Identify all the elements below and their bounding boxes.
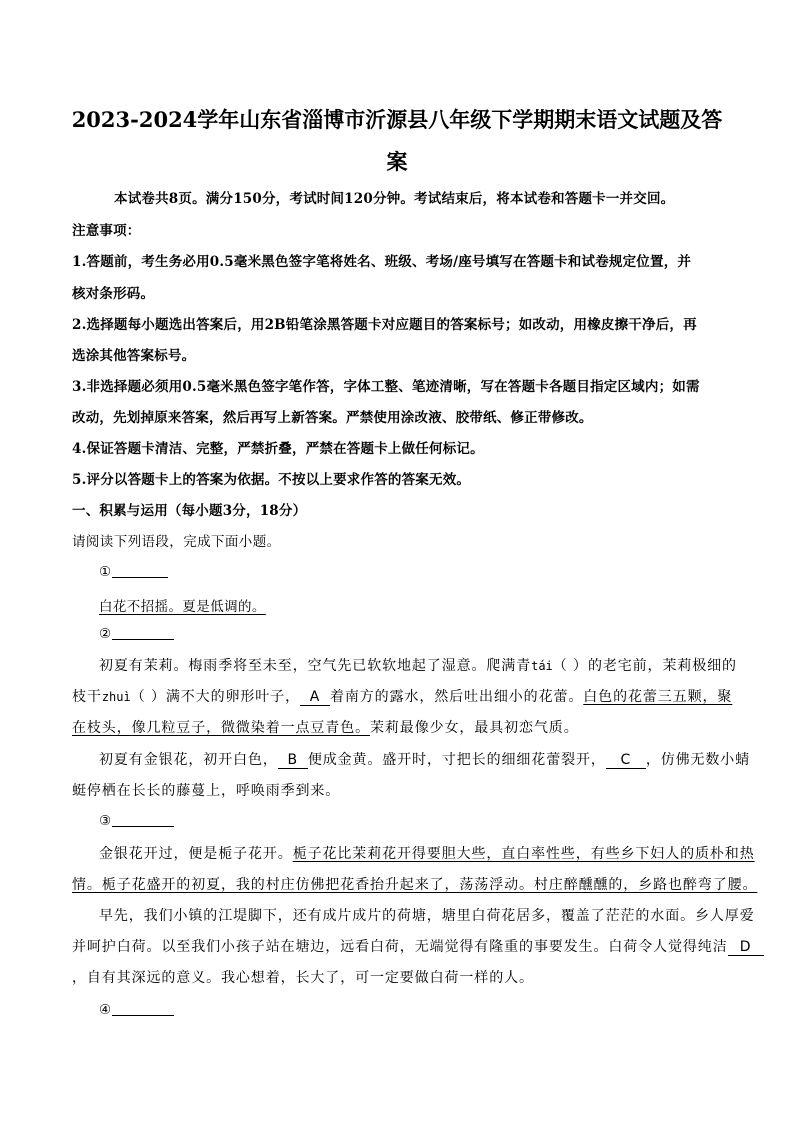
- exam-intro: 本试卷共8页。满分150分，考试时间120分钟。考试结束后，将本试卷和答题卡一并交回。: [114, 191, 675, 207]
- text: 枝干: [72, 689, 102, 705]
- section-heading: 一、积累与运用（每小题3分，18分）: [72, 503, 307, 519]
- paragraph-4-line-2: [72, 936, 764, 956]
- notice-item-3: 3.非选择题必须用0.5毫米黑色签字笔作答，字体工整、笔迹清晰，写在答题卡各题目指定区域内；如需: [72, 379, 700, 395]
- marker-1: ①: [99, 564, 112, 580]
- notice-item-2: 2.选择题每小题选出答案后，用2B铅笔涂黑答题卡对应题目的答案标号；如改动，用橡皮擦干净后，再: [72, 317, 697, 333]
- text: 便成金黄。盛开时，寸把长的细细花蕾裂开，: [307, 752, 606, 768]
- text: ，仿佛无数小蜻: [645, 752, 751, 768]
- marker-2: ②: [99, 626, 112, 642]
- text: 并呵护白荷。以至我们小孩子站在塘边，远看白荷，无端觉得有隆重的事要发生。白荷令人觉得纯洁: [72, 939, 728, 955]
- text: （ ）的老宅前，茉莉极细的: [552, 658, 737, 674]
- paragraph-2-line-2: 蜓停栖在长长的藤蔓上，呼唤雨季到来。: [72, 783, 341, 799]
- sentence-1: 白花不招摇。夏是低调的。: [99, 599, 266, 615]
- text: 茉莉最像少女，最具初恋气质。: [370, 720, 579, 736]
- page-title-continued: 案: [386, 149, 408, 174]
- answer-line-2: [112, 625, 174, 640]
- underlined-text: 栀子花比茉莉花开得要胆大些，直白率性些，有些乡下妇人的质朴和热: [292, 846, 755, 862]
- paragraph-3-line-1: [99, 843, 755, 863]
- notice-item-1: 1.答题前，考生务必用0.5毫米黑色签字笔将姓名、班级、考场/座号填写在答题卡和试卷规定位置，并: [72, 254, 692, 270]
- page-title: 2023-2024学年山东省淄博市沂源县八年级下学期期末语文试题及答: [71, 107, 723, 132]
- notice-heading: 注意事项：: [72, 223, 141, 239]
- underlined-text: 在枝头，像几粒豆子，微微染着一点豆青色。: [72, 720, 370, 736]
- text: 着南方的露水，然后吐出细小的花蕾。: [329, 689, 584, 705]
- pinyin-zhui: zhuì: [101, 690, 131, 704]
- marker-3: ③: [99, 813, 112, 829]
- underlined-text: 白色的花蕾三五颗，聚: [583, 689, 733, 705]
- heading-blank-1: [99, 563, 168, 580]
- marker-4: ④: [99, 1002, 112, 1018]
- heading-blank-2: [99, 625, 174, 642]
- paragraph-4-line-3: ，自有其深远的意义。我心想着，长大了，可一定要做白荷一样的人。: [72, 970, 534, 986]
- heading-blank-4: [99, 1001, 174, 1018]
- answer-line-3: [112, 812, 174, 827]
- notice-item-2-cont: 选涂其他答案标号。: [72, 348, 196, 364]
- paragraph-1-line-3: [72, 717, 579, 737]
- paragraph-3-line-2: 情。栀子花盛开的初夏，我的村庄仿佛把花香抬升起来了，荡荡浮动。村庄醉醺醺的，乡路也醉弯了腰。: [72, 877, 758, 893]
- text: 初夏有茉莉。梅雨季将至未至，空气先已软软地起了湿意。爬满青: [99, 658, 532, 674]
- blank-a: A: [300, 689, 330, 706]
- text: 初夏有金银花，初开白色，: [99, 752, 278, 768]
- text: （ ）满不大的卵形叶子，: [130, 689, 300, 705]
- heading-blank-3: [99, 812, 174, 829]
- paragraph-1-line-1: [99, 655, 737, 675]
- answer-line-1: [112, 563, 168, 578]
- pinyin-tai: tái: [531, 659, 553, 673]
- answer-line-4: [112, 1001, 174, 1016]
- blank-b: B: [278, 752, 308, 769]
- paragraph-4-line-1: 早先，我们小镇的江堤脚下，还有成片成片的荷塘，塘里白荷花居多，覆盖了茫茫的水面。乡人厚爱: [99, 908, 755, 924]
- paragraph-1-line-2: [72, 686, 732, 706]
- paragraph-2-line-1: [99, 749, 750, 769]
- blank-c: C: [606, 752, 646, 769]
- blank-d: D: [728, 939, 764, 956]
- text: 金银花开过，便是栀子花开。: [99, 846, 293, 862]
- notice-item-5: 5.评分以答题卡上的答案为依据。不按以上要求作答的答案无效。: [72, 472, 471, 488]
- notice-item-1-cont: 核对条形码。: [72, 286, 155, 302]
- section-instruction: 请阅读下列语段，完成下面小题。: [72, 534, 281, 550]
- notice-item-4: 4.保证答题卡清洁、完整，严禁折叠，严禁在答题卡上做任何标记。: [72, 441, 484, 457]
- notice-item-3-cont: 改动，先划掉原来答案，然后再写上新答案。严禁使用涂改液、胶带纸、修正带修改。: [72, 410, 593, 426]
